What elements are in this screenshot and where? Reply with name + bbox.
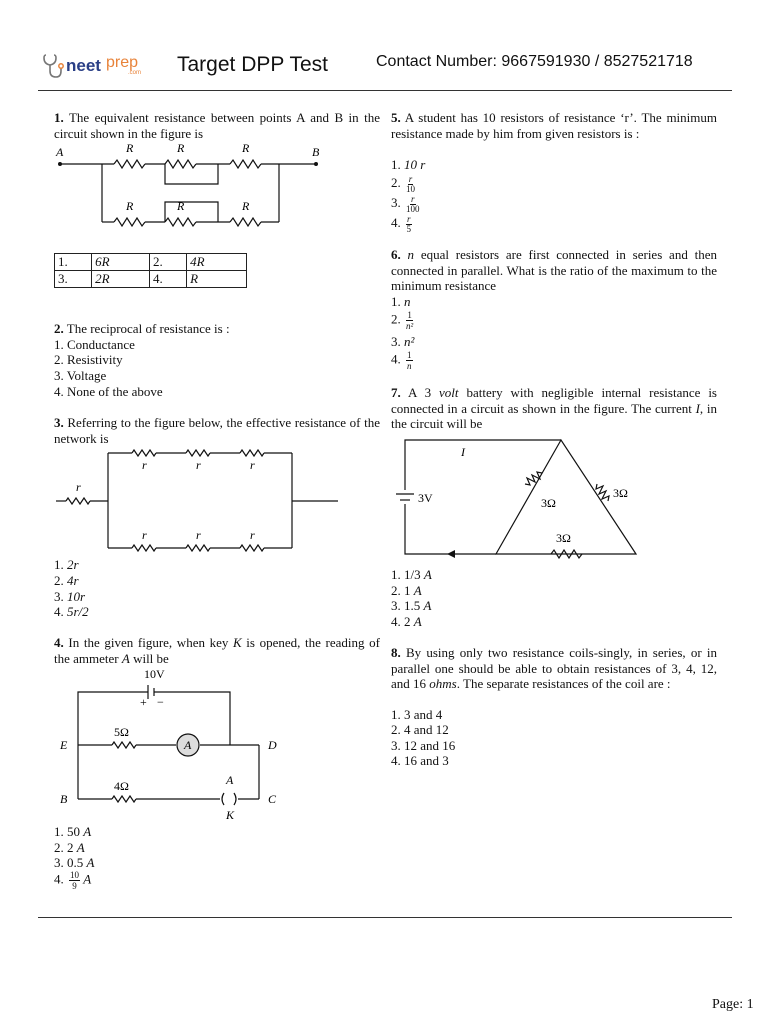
resistor-label: r — [250, 458, 255, 472]
q1-options-table — [54, 253, 247, 288]
question-6: 6. n equal resistors are first connected in series and then connected in parallel. What is the ratio of the maximum to the minimum resistance — [391, 247, 717, 294]
option-1: 1. 3 and 4 — [391, 707, 443, 722]
question-number: 8. — [391, 645, 401, 660]
option-3: 3. 1.5 A — [391, 598, 432, 613]
option-3: 3. 10r — [54, 589, 86, 604]
battery-minus-label: − — [157, 695, 164, 709]
header-divider — [38, 90, 732, 91]
point-e-label: E — [60, 738, 68, 752]
option-2: 2. $\frac{r}{10}$ — [391, 174, 415, 194]
logo-text-com: .com — [128, 70, 142, 76]
battery-plus-label: + — [140, 695, 147, 709]
point-a-label: A — [56, 145, 64, 159]
resistor-label: r — [196, 528, 201, 542]
current-label: I — [461, 445, 465, 459]
table-row — [55, 271, 247, 288]
table-cell: 2R — [92, 271, 150, 288]
resistor-label: 4Ω — [114, 779, 129, 793]
question-text: A student has 10 resistors of resistance ‘r’. The minimum resistance made by him from given resistors is : — [391, 110, 717, 141]
option-3: 3. Voltage — [54, 368, 107, 383]
option-2: 2. 1 A — [391, 583, 422, 598]
option-2: 2. Resistivity — [54, 352, 123, 367]
question-number: 5. — [391, 110, 401, 125]
q3-network-figure — [56, 443, 346, 558]
ammeter-label: A — [184, 738, 192, 752]
option-4: 4. $\frac{10}{9}$ A — [54, 870, 92, 891]
question-text: The reciprocal of resistance is : — [63, 321, 230, 336]
option-1: 1. n — [391, 294, 411, 309]
table-cell: 6R — [92, 254, 150, 271]
resistor-label: R — [126, 141, 134, 155]
battery-voltage-label: 3V — [418, 491, 433, 505]
table-row — [55, 254, 247, 271]
question-7: 7. A 3 volt battery with negligible internal resistance is connected in a circuit as shown in the figure. The current I, in the circuit will be — [391, 385, 717, 432]
question-number: 2. — [54, 321, 64, 336]
option-1: 1. 1/3 A — [391, 567, 432, 582]
resistor-label: r — [196, 458, 201, 472]
option-1: 1. 2r — [54, 557, 79, 572]
page-title: Target DPP Test — [177, 53, 328, 76]
question-4: 4. In the given figure, when key K is opened, the reading of the ammeter A will be — [54, 635, 380, 666]
option-3: 3. 0.5 A — [54, 855, 95, 870]
option-3: 3. 12 and 16 — [391, 738, 456, 753]
key-label: K — [226, 808, 235, 822]
option-2: 2. 4 and 12 — [391, 722, 449, 737]
resistor-label: r — [142, 528, 147, 542]
option-2: 2. 2 A — [54, 840, 85, 855]
option-4: 4. $\frac{r}{5}$ — [391, 214, 411, 234]
question-number: 6. — [391, 247, 401, 262]
option-4: 4. $\frac{1}{n}$ — [391, 350, 412, 371]
table-cell: 3. — [55, 271, 92, 288]
resistor-label: r — [250, 528, 255, 542]
contact-number: Contact Number: 9667591930 / 8527521718 — [376, 53, 693, 70]
key-point-label: A — [226, 773, 234, 787]
resistor-label: 3Ω — [541, 496, 556, 510]
logo-text-prep: prep — [106, 54, 139, 71]
resistor-label: r — [76, 480, 81, 494]
option-1: 1. 10 r — [391, 157, 426, 172]
table-cell: 2. — [149, 254, 186, 271]
resistor-label: R — [177, 141, 185, 155]
table-cell: 4R — [187, 254, 247, 271]
q7-circuit-figure — [391, 434, 651, 564]
question-number: 1. — [54, 110, 64, 125]
point-b-label: B — [312, 145, 320, 159]
question-1 — [54, 110, 380, 141]
logo-text-neet: neet — [66, 56, 101, 75]
question-8: 8. By using only two resistance coils-singly, in series, or in parallel one should be able to obtain resistances of 3, 4, 12, and 16 ohms. The separate resistances of the coil are : — [391, 645, 717, 692]
question-3 — [54, 415, 380, 446]
point-d-label: D — [268, 738, 277, 752]
stethoscope-icon — [42, 52, 66, 80]
page-number: Page: 1 — [712, 997, 754, 1012]
point-b-label: B — [60, 792, 68, 806]
resistor-label: R — [177, 199, 185, 213]
option-4: 4. 5r/2 — [54, 604, 89, 619]
resistor-label: 3Ω — [613, 486, 628, 500]
option-1: 1. Conductance — [54, 337, 135, 352]
neetprep-logo — [42, 52, 152, 80]
q1-circuit-figure — [54, 141, 334, 234]
resistor-label: R — [126, 199, 134, 213]
option-4: 4. 16 and 3 — [391, 753, 449, 768]
resistor-label: R — [242, 141, 250, 155]
option-2: 2. $\frac{1}{\text{n²}}$ — [391, 310, 414, 331]
footer-divider — [38, 917, 732, 918]
option-4: 4. None of the above — [54, 384, 163, 399]
option-3: 3. n² — [391, 334, 415, 349]
resistor-label: 3Ω — [556, 531, 571, 545]
question-text: The equivalent resistance between points A and B in the circuit shown in the figure is — [54, 110, 380, 141]
point-c-label: C — [268, 792, 277, 806]
question-5 — [391, 110, 717, 141]
option-4: 4. 2 A — [391, 614, 422, 629]
option-3: 3. $\frac{r}{100}$ — [391, 194, 420, 214]
option-1: 1. 50 A — [54, 824, 92, 839]
resistor-label: 5Ω — [114, 725, 129, 739]
question-number: 4. — [54, 635, 64, 650]
page-header — [0, 0, 768, 100]
question-2 — [54, 321, 380, 337]
option-2: 2. 4r — [54, 573, 79, 588]
question-number: 3. — [54, 415, 64, 430]
battery-voltage-label: 10V — [144, 667, 165, 681]
q4-circuit-figure — [54, 666, 294, 826]
question-number: 7. — [391, 385, 401, 400]
resistor-label: r — [142, 458, 147, 472]
question-text: Referring to the figure below, the effective resistance of the network is — [54, 415, 380, 446]
table-cell: R — [187, 271, 247, 288]
table-cell: 4. — [149, 271, 186, 288]
resistor-label: R — [242, 199, 250, 213]
table-cell: 1. — [55, 254, 92, 271]
